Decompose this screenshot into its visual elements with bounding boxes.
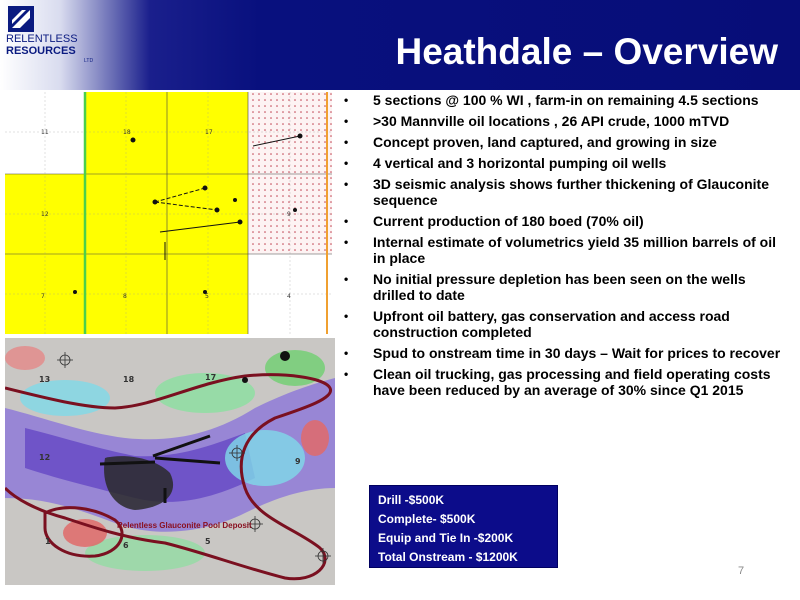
bullet-item: • Spud to onstream time in 30 days – Wait for prices to recover [344, 345, 781, 361]
bullet-item: • Internal estimate of volumetrics yield 35 million barrels of oil in place [344, 234, 777, 266]
land-section-18: 18 [123, 129, 131, 136]
logo-text-line2: RESOURCES [6, 45, 76, 57]
seismic-section-12: 12 [39, 453, 51, 462]
slide-title: Heathdale – Overview [395, 31, 778, 72]
land-section-12: 12 [41, 211, 49, 218]
bullet-item: • 3D seismic analysis shows further thickening of Glauconite sequence [344, 176, 769, 208]
land-map [5, 92, 332, 334]
bullet-item: • Upfront oil battery, gas conservation and access road construction completed [344, 308, 730, 340]
overview-bullet-list [340, 92, 790, 403]
bullet-item: • Current production of 180 boed (70% oil) [344, 213, 644, 229]
seismic-section-18: 18 [123, 375, 135, 384]
seismic-section-5: 5 [205, 537, 211, 546]
seismic-map [5, 338, 335, 585]
bullet-item: • >30 Mannville oil locations , 26 API crude, 1000 mTVD [344, 113, 730, 129]
land-section-11: 11 [41, 129, 49, 136]
seismic-section-1: 1 [45, 537, 51, 546]
seismic-section-9: 9 [295, 457, 301, 466]
page-number: 7 [738, 565, 745, 577]
bullet-item: • No initial pressure depletion has been seen on the wells drilled to date [344, 271, 746, 303]
land-section-4: 4 [287, 293, 291, 300]
seismic-section-6: 6 [123, 541, 129, 550]
land-section-8: 8 [123, 293, 127, 300]
land-section-7: 7 [41, 293, 45, 300]
cost-total: Total Onstream - $1200K [378, 550, 518, 564]
seismic-section-13: 13 [39, 375, 51, 384]
seismic-section-17: 17 [205, 373, 217, 382]
cost-drill: Drill -$500K [378, 493, 445, 507]
logo-mark-icon [8, 6, 34, 32]
cost-equip: Equip and Tie In -$200K [378, 531, 514, 545]
land-section-9: 9 [287, 211, 291, 218]
bullet-item: • 5 sections @ 100 % WI , farm-in on remaining 4.5 sections [344, 92, 759, 108]
slide-header [0, 0, 800, 90]
bullet-item: • 4 vertical and 3 horizontal pumping oil wells [344, 155, 667, 171]
company-logo [6, 6, 96, 82]
logo-suffix: LTD [84, 58, 94, 64]
bullet-item: • Concept proven, land captured, and growing in size [344, 134, 717, 150]
cost-summary-box [369, 485, 558, 568]
bullet-item: • Clean oil trucking, gas processing and field operating costs have been reduced by an average of 30% since Q1 2015 [344, 366, 771, 398]
land-section-17: 17 [205, 129, 213, 136]
logo-text-line1: RELENTLESS [6, 33, 78, 45]
land-section-5: 5 [205, 293, 209, 300]
deposit-label: Relentless Glauconite Pool Deposit [117, 521, 252, 530]
cost-complete: Complete- $500K [378, 512, 476, 526]
